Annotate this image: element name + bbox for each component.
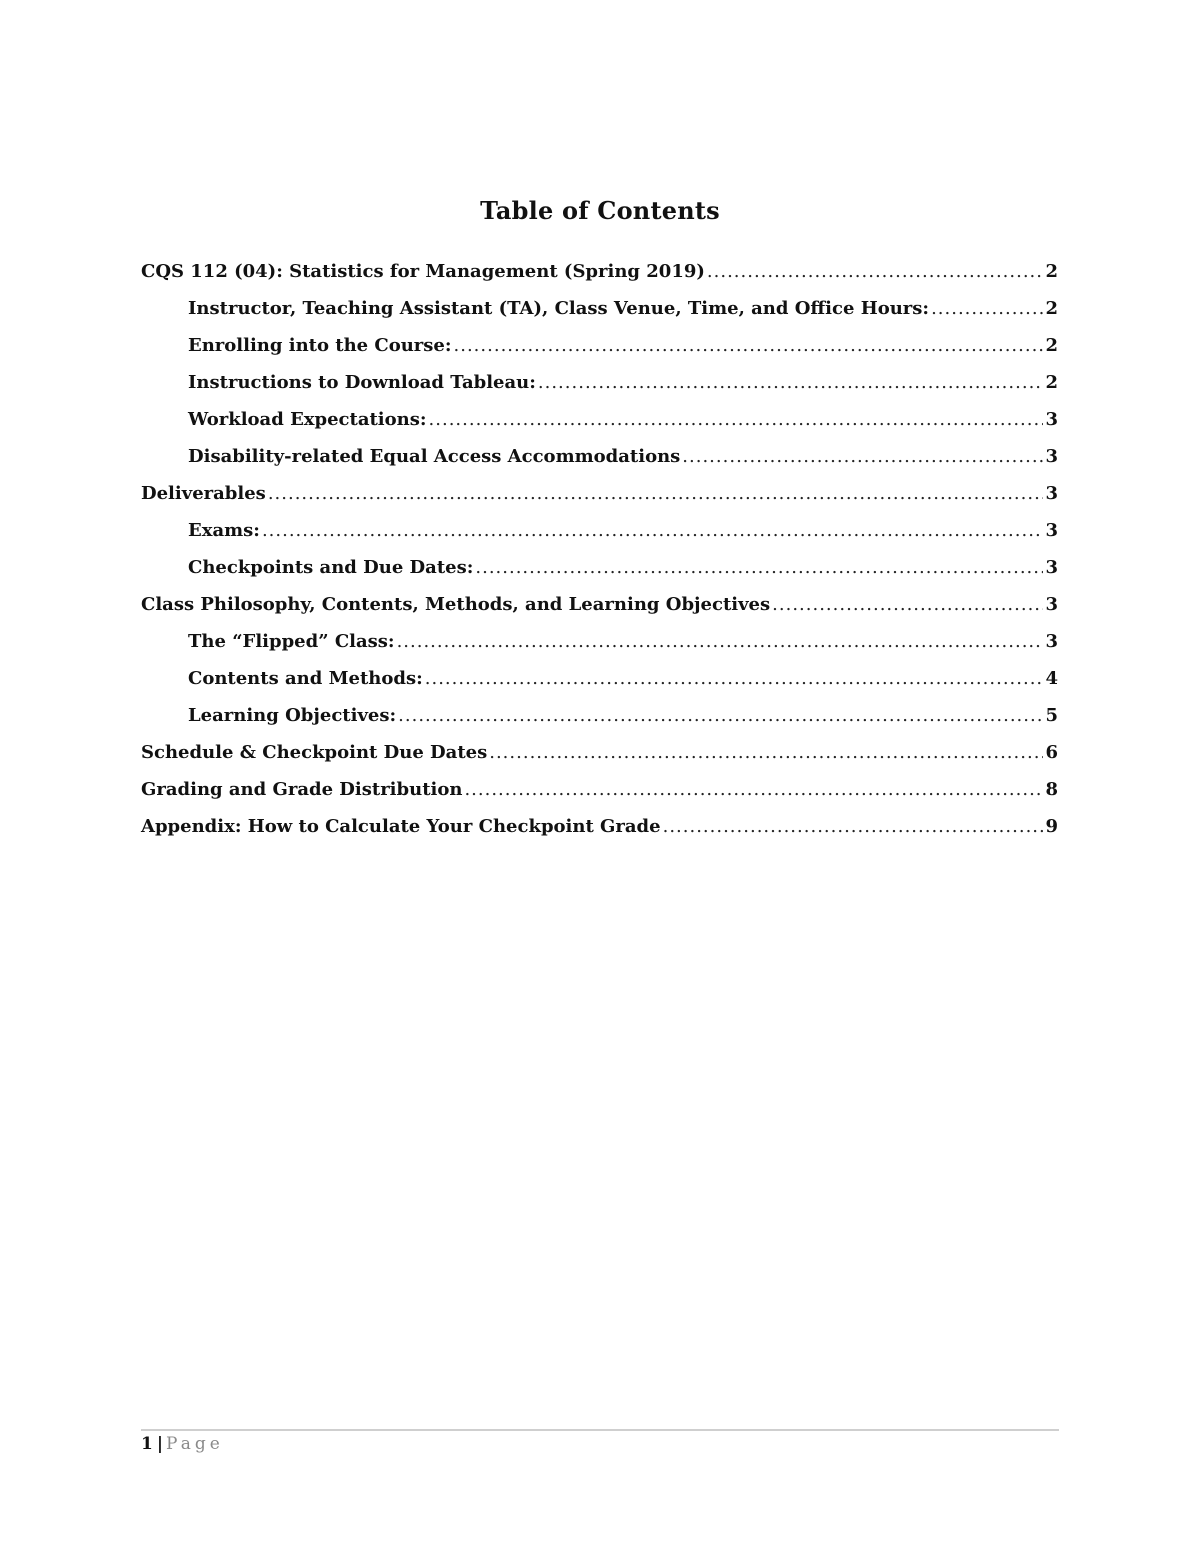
toc-entry-title: Schedule & Checkpoint Due Dates — [141, 742, 488, 763]
toc-entry-page-number: 2 — [1045, 372, 1058, 393]
toc-entry-title: Class Philosophy, Contents, Methods, and Learning Objectives — [141, 594, 771, 615]
toc-entry-title: Workload Expectations: — [188, 409, 427, 430]
toc-entry-page-number: 3 — [1045, 631, 1058, 652]
toc-entry-page-number: 2 — [1045, 261, 1058, 282]
toc-entry-page-number: 6 — [1045, 742, 1058, 763]
toc-title: Table of Contents — [480, 196, 720, 225]
footer-page-number: 1 — [141, 1434, 153, 1454]
toc-entry-page-number: 2 — [1045, 298, 1058, 319]
toc-dot-leader — [663, 813, 1044, 841]
toc-entry-title: Checkpoints and Due Dates: — [188, 557, 474, 578]
toc-entry[interactable] — [141, 443, 1058, 480]
toc-entry[interactable] — [141, 665, 1058, 702]
toc-entry-title: Instructions to Download Tableau: — [188, 372, 536, 393]
toc-entry[interactable] — [141, 813, 1058, 850]
toc-entry-page-number: 5 — [1045, 705, 1058, 726]
toc-entry[interactable] — [141, 369, 1058, 406]
toc-entry-title: CQS 112 (04): Statistics for Management (Spring 2019) — [141, 261, 705, 282]
toc-entry-page-number: 3 — [1045, 446, 1058, 467]
toc-dot-leader — [707, 258, 1044, 286]
toc-dot-leader — [398, 702, 1043, 730]
toc-entry-page-number: 9 — [1045, 816, 1058, 837]
footer-page-label: Page — [166, 1434, 224, 1454]
toc-dot-leader — [475, 554, 1043, 582]
toc-dot-leader — [262, 517, 1044, 545]
toc-entry-title: Instructor, Teaching Assistant (TA), Class Venue, Time, and Office Hours: — [188, 298, 930, 319]
toc-entry[interactable] — [141, 628, 1058, 665]
toc-entry-title: Deliverables — [141, 483, 266, 504]
toc-dot-leader — [429, 406, 1044, 434]
toc-dot-leader — [682, 443, 1043, 471]
footer-divider — [141, 1429, 1059, 1431]
toc-dot-leader — [268, 480, 1044, 508]
toc-entry-page-number: 4 — [1045, 668, 1058, 689]
toc-entry[interactable] — [141, 517, 1058, 554]
footer-separator: | — [156, 1434, 164, 1454]
toc-entry-title: Exams: — [188, 520, 260, 541]
toc-list — [141, 258, 1058, 850]
toc-dot-leader — [489, 739, 1043, 767]
toc-entry-title: Contents and Methods: — [188, 668, 423, 689]
toc-entry-page-number: 3 — [1045, 520, 1058, 541]
toc-entry-title: Appendix: How to Calculate Your Checkpoint Grade — [141, 816, 661, 837]
toc-entry[interactable] — [141, 739, 1058, 776]
toc-entry-page-number: 8 — [1045, 779, 1058, 800]
toc-dot-leader — [397, 628, 1044, 656]
toc-entry[interactable] — [141, 258, 1058, 295]
toc-dot-leader — [772, 591, 1043, 619]
toc-dot-leader — [538, 369, 1044, 397]
toc-dot-leader — [454, 332, 1044, 360]
toc-entry-page-number: 3 — [1045, 594, 1058, 615]
toc-dot-leader — [425, 665, 1044, 693]
toc-entry-title: The “Flipped” Class: — [188, 631, 395, 652]
toc-entry-title: Enrolling into the Course: — [188, 335, 452, 356]
page-footer — [141, 1433, 224, 1455]
toc-entry-title: Learning Objectives: — [188, 705, 397, 726]
toc-entry-page-number: 3 — [1045, 483, 1058, 504]
toc-entry[interactable] — [141, 406, 1058, 443]
toc-entry[interactable] — [141, 332, 1058, 369]
toc-entry[interactable] — [141, 776, 1058, 813]
toc-entry-page-number: 3 — [1045, 557, 1058, 578]
toc-entry-page-number: 2 — [1045, 335, 1058, 356]
toc-entry[interactable] — [141, 702, 1058, 739]
toc-dot-leader — [931, 295, 1043, 323]
toc-entry[interactable] — [141, 295, 1058, 332]
toc-entry-title: Disability-related Equal Access Accommodations — [188, 446, 681, 467]
toc-entry-title: Grading and Grade Distribution — [141, 779, 463, 800]
toc-entry[interactable] — [141, 554, 1058, 591]
toc-dot-leader — [464, 776, 1043, 804]
toc-entry-page-number: 3 — [1045, 409, 1058, 430]
toc-entry[interactable] — [141, 480, 1058, 517]
toc-entry[interactable] — [141, 591, 1058, 628]
